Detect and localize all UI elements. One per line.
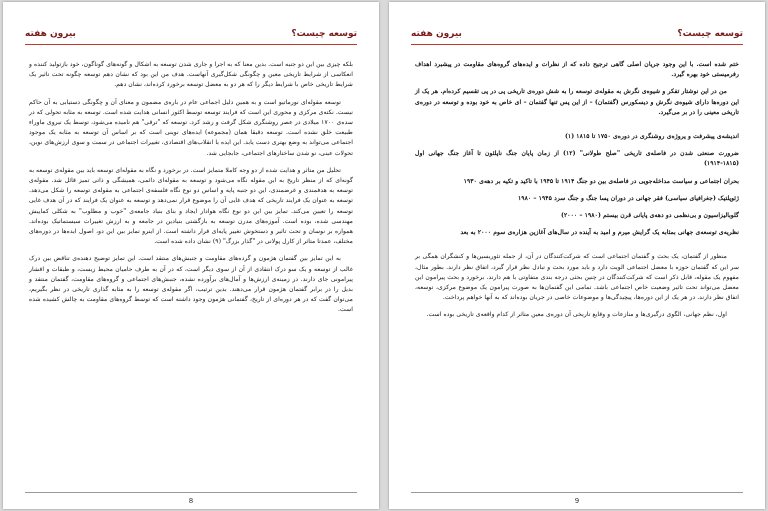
paragraph: منظور از گفتمان، یک بحث و گفتمان اجتماعی است که شرکت‌کنندگان در آن، از جمله تئوریسین‌ها و کنشگران همگی بر سر این که گفتمان حوزه با معضل اجتماعی الویت دارد و باید مورد بحث و تبادل نظر قرار گیرد، اتفاق نظر دارند. بطور مثال، مفهوم یک مقوله، قابل ذکر است که شرکت‌کنندگان در چنین بحثی درجه بندی متفاوتی با هم دارند. برخورد و بحث پیرامون این معضل می‌تواند تحت تاثیر وضعیت خاص اجتماعی باشد. تمامی این گفتمان‌ها به صورت پیرامون یک موضوع مرکزی، توسعه، اتفاق نظر دارند. در هر یک از این دوره‌ها، پیچیدگی‌ها و موضوعات خاصی در جریان بوده‌اند که به آنها خواهم پرداخت.	[415, 253, 739, 302]
page-number: 8	[188, 497, 194, 505]
header-brand: بیرون هفته	[411, 29, 462, 39]
page-number: 9	[574, 497, 580, 505]
left-page	[3, 2, 379, 509]
period-item: ضرورت صنعتی شدن در فاصله‌ی تاریخی "صلح طولانی" (۱۲) از زمان پایان جنگ ناپلئون تا آغاز جنگ جهانی اول (۱۸۱۵-۱۹۱۴)	[415, 150, 739, 168]
footer-divider	[411, 492, 743, 493]
period-item: ژئوپلتیک (جغرافیای سیاسی) فقر جهانی در دوران پسا جنگ و جنگ سرد ۱۹۴۵ – ۱۹۸۰	[517, 194, 739, 202]
period-item: گلوبالیزاسیون و بی‌نظمی دو دهه‌ی پایانی قرن بیستم (۱۹۸۰ – ۲۰۰۰)	[561, 212, 739, 220]
paragraph: من در این نوشتار تفکر و شیوه‌ی نگرش به مقوله‌ی توسعه را به شش دوره‌ی تاریخی پی در پی تقسیم کرده‌ام. هر یک از این دوره‌ها دارای شیوه‌ی نگرش و دیسکورس (گفتمان) – از این پس تنها گفتمان – ای خاص به خود بوده و توسعه در دوره‌ی تاریخی معینی را در بر می‌گیرد.	[415, 88, 739, 116]
paragraph: تحلیل من متاثر و هدایت شده از دو وجه کاملا متمایز است. در برخورد و نگاه به مقوله‌ای توسعه باید بین مقوله‌ی توسعه به گونه‌ای که از منظر تاریخ به این مقوله نگاه می‌شود و توسعه به مقوله‌ای دائمی، همیشگی و ذاتی تمیز قائل شد. مقوله‌ی توسعه به ‌هدفمندی و غرضمندی، این دو جنبه پایه و اساس دو نوع نگاه فلسفه‌ی اجتماعی به مقوله‌ی توسعه را شکل می‌دهد. توسعه به عنوان یک فرایند تاریخی که هدف غایی آن را موضوع قرار نمی‌دهد و توسعه به عنوان یک فرایند که در آن هدف غایی توسعه را تعیین می‌کند. تمایز بین این دو نوع نگاه هوادار ایجاد و بنای بنیاد جامعه‌ی "خوب و مطلوب" به شکلی کماییش مهندسی شده، بوده است. آموزه‌های مدرن توسعه به بازگشتی بنیادین در جامعه و به ارزش تغییرات سیستماتیک بوده‌اند. همواره بر نوسان و تحت تاثیر و دستخوش تغییر پایه‌ای قرار داشته است. از اینرو تمایز بین این دو، اصول ایده‌ها در دوره‌های مختلف، عمدتا متاثر از کارل پولانی در "گذار بزرگ" (۹) نشان داده شده است.	[29, 166, 353, 246]
page-header	[411, 29, 743, 45]
paragraph: بلکه چیزی بین این دو جنبه است. بدین معنا که به اجرا و جاری شدن توسعه به اشکال و گونه‌های گوناگون، خود بازتولید کننده و انعکاسی از شرایط تاریخی معین و چگونگی شکل‌گیری آنهاست. هدف من این بود که نشان دهم توسعه چگونه تحت تاثیر یک شرایط تاریخی خاص با شرایط دیگر را که هر دو به معضل توسعه برخورد کرده‌اند، نشان دهم.	[29, 61, 353, 89]
footer-divider	[25, 492, 357, 493]
paragraph: توسعه مقوله‌ای نورماتیو است و به همین دلیل اجماعی عام در باره‌ی مضمون و معنای آن و چگونگی دستیابی به آن حاکم نیست. نکته‌ی مرکزی و محوری این است که فرایند توسعه توسط اکثور انسانی هدایت شده است. توسعه به مثابه تحولی که در سده‌ی ۱۷۰۰ میلادی در عصر روشنگری شکل گرفت و رشد کرد. توسعه که "ترقی" هم نامیده می‌شود، توسط یک نیروی ماوراء طبیعت خلق نشده است. توسعه دقیقا همان (مجموعه) ایده‌های نوینی است که بر اساس آن توسعه به مثابه یک موجود اجتماعی می‌تواند به وضع بهتری دست یابد. این ایده با انقلاب‌های اقتصادی، تغییرات اجتماعی در سمت و سوی ارزش‌های نوین، تحولات عینی، نو شدن ساختارهای اجتماعی، جابجایی شد.	[29, 98, 353, 157]
page-body	[415, 60, 739, 328]
period-item: اندیشه‌ی پیشرفت و پروژه‌ی روشنگری در دوره‌ی ۱۷۵۰ تا ۱۸۱۵ (۱)	[564, 133, 739, 141]
paragraph: به این تمایز بین گفتمان هژمون و گرده‌های مقاومت و جنبش‌های منتقد است. این تمایز توضیح دهنده‌ی تناقض بین درک غالب از توسعه و یک سو درک انتقادی از آن از سوی دیگر است، که در آن به طرف حامیان محیط زیست، و طبقات و اقشار پیرامونی جای دارند. در زمینه‌ی ارزش‌ها و آمال‌های برآورده نشده، جنبش‌های اجتماعی و گروه‌های مقاومت، گفتمان منتقد و بدیل را در برابر گفتمان هژمون قرار می‌دهند. بدین ترتیب، اگر مقوله‌ی توسعه را به مثابه گذاری تاریخی در نظر بگیریم، می‌توان گفت که در هر دوره‌ای از تاریخ، گفتمانی هژمون وجود داشته است که توسط گروه‌های مقاومت به چالش کشیده شده است.	[29, 255, 353, 314]
right-page	[389, 2, 765, 509]
period-item: بحران اجتماعی و سیاست مداخله‌جویی در فاصله‌ی بین دو جنگ ۱۹۱۴ تا ۱۹۴۵ با تاکید و تکیه بر دهه‌ی ۱۹۳۰	[463, 177, 739, 185]
header-title: توسعه چیست؟	[677, 29, 743, 39]
page-body	[29, 60, 353, 323]
paragraph: اول، نظم جهانی، الگوی درگیری‌ها و منازعات و وقایع تاریخی آن دوره‌ی معین متاثر از کدام واقعه‌ی تاریخی بوده است.	[426, 311, 727, 319]
header-brand: بیرون هفته	[25, 29, 76, 39]
page-header	[25, 29, 357, 45]
paragraph: ختم شده است. با این وجود جریان اصلی گاهی ترجیح داده که از نظرات و ایده‌های گروه‌های مقاومت در پیشبرد اهداف رفرمیستی خود بهره گیرد.	[415, 61, 739, 79]
period-item: نظریه‌ی توسعه‌ی جهانی بمثابه یک گرایش میرم و امید به آینده در سال‌های آغازین هزاره‌ی سوم ۲۰۰۰ به بعد	[460, 229, 739, 237]
header-title: توسعه چیست؟	[291, 29, 357, 39]
